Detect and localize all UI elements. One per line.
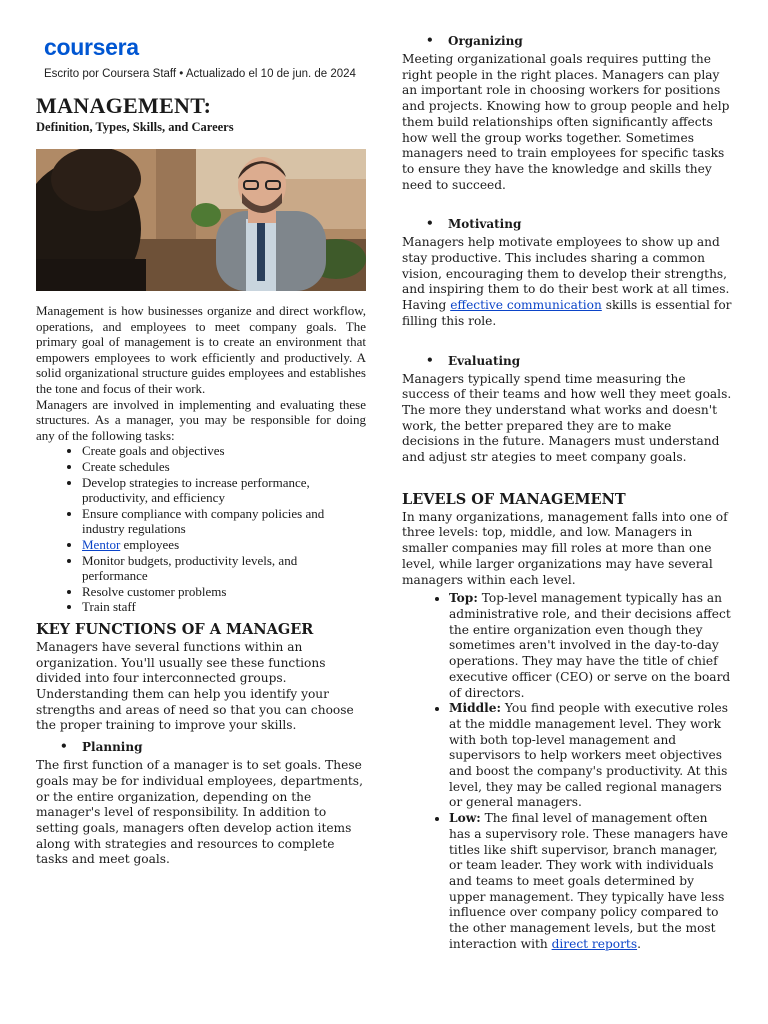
effective-communication-link[interactable]: effective communication — [450, 298, 602, 313]
levels-list — [402, 591, 732, 952]
left-column — [36, 34, 366, 868]
organizing-paragraph: Meeting organizational goals requires putting the right people in the right places. Managers can play an important role in choosing workers for positions and projects. Knowing how to group people and help them build relationships often significantly affects how well the group works together. Sometimes managers need to train employees for specific tasks to ensure they have the knowledge and skills they need to succeed. — [402, 52, 730, 192]
list-item: • Middle: You find people with executive roles at the middle management level. They work with both top-level management and supervisors to help workers meet objectives and boost the company's productivity. At this level, they may be called regional managers or general managers. — [449, 701, 732, 811]
level-label: Low: — [449, 811, 481, 826]
evaluating-paragraph: Managers typically spend time measuring the success of their teams and how well they meet goals. The more they understand what works and doesn't work, the better prepared they are to make decisions in the future. Managers must understand and adjust str ategies to meet company goals. — [402, 371, 732, 465]
list-item: • Top: Top-level management typically has an administrative role, and their decisions affect the entire organization even though they sometimes aren't involved in the day-to-day operations. They may have the title of chief executive officer (CEO) or serve on the board of directors. — [449, 591, 732, 701]
list-item: • Create schedules — [82, 459, 366, 475]
list-item — [82, 537, 366, 553]
list-item: • Low: The final level of management often has a supervisory role. These managers have titles like shift supervisor, branch manager, or team leader. They work with individuals and teams to meet goals determined by upper management. They typically have less influence over company policy compared to the other management levels, but the most interaction with direct reports. — [449, 811, 732, 952]
levels-heading: LEVELS OF MANAGEMENT — [402, 490, 626, 508]
list-item: • Ensure compliance with company policies and industry regulations — [82, 506, 366, 537]
organizing-heading: • Organizing — [402, 34, 732, 48]
list-item: • Develop strategies to increase performance, productivity, and efficiency — [82, 475, 366, 506]
mentor-link[interactable]: Mentor — [82, 536, 121, 552]
list-item: • Resolve customer problems — [82, 584, 366, 600]
list-item: • Create goals and objectives — [82, 443, 366, 459]
right-column — [402, 34, 732, 952]
motivating-heading: • Motivating — [402, 217, 732, 231]
level-label: Middle: — [449, 701, 502, 716]
evaluating-heading: • Evaluating — [402, 354, 732, 368]
manager-tasks-list — [36, 443, 366, 615]
list-item: • Monitor budgets, productivity levels, and performance — [82, 553, 366, 584]
planning-paragraph: The first function of a manager is to set goals. These goals may be for individual employees, departments, or the entire organization, depending on the manager's level of responsibility. In addition to setting goals, managers often develop action items along with strategies and resources to complete tasks and meet goals. — [36, 758, 363, 867]
list-item-text: employees — [120, 536, 180, 552]
hero-photo-illustration — [36, 149, 366, 291]
intro-paragraph-2: Managers are involved in implementing and evaluating these structures. As a manager, you may be responsible for doing any of the following tasks: — [36, 396, 366, 443]
document-subtitle: Definition, Types, Skills, and Careers — [36, 120, 234, 134]
document-title: MANAGEMENT: — [36, 93, 212, 118]
byline: Escrito por Coursera Staff • Actualizado el 10 de jun. de 2024 — [44, 68, 356, 80]
list-item: • Train staff — [82, 599, 366, 615]
intro-paragraph: Management is how businesses organize and direct workflow, operations, and employees to meet company goals. The primary goal of management is to create an environment that empowers employees to work efficiently and productively. A solid organizational structure guides employees and establishes the tone and focus of their work. — [36, 303, 366, 396]
hero-photo — [36, 149, 366, 291]
motivating-paragraph: Managers help motivate employees to show up and stay productive. This includes sharing a common vision, encouraging them to develop their strengths, and inspiring them to do their best work at all times. Having effective communication skills is essential for filling this role. — [402, 235, 732, 328]
key-functions-intro: Managers have several functions within an organization. You'll usually see these functions divided into four interconnected groups. Understanding them can help you identify your strengths and areas of need so that you can choose the proper training to improve your skills. — [36, 639, 354, 733]
level-label: Top: — [449, 591, 478, 606]
levels-intro: In many organizations, management falls into one of three levels: top, middle, and low. Managers in smaller companies may fill roles at more than one level, while larger organizations may have several managers within each level. — [402, 509, 728, 587]
key-functions-heading: KEY FUNCTIONS OF A MANAGER — [36, 620, 314, 638]
coursera-logo[interactable]: coursera — [44, 34, 139, 60]
planning-heading: • Planning — [36, 740, 366, 754]
direct-reports-link[interactable]: direct reports — [551, 936, 638, 951]
